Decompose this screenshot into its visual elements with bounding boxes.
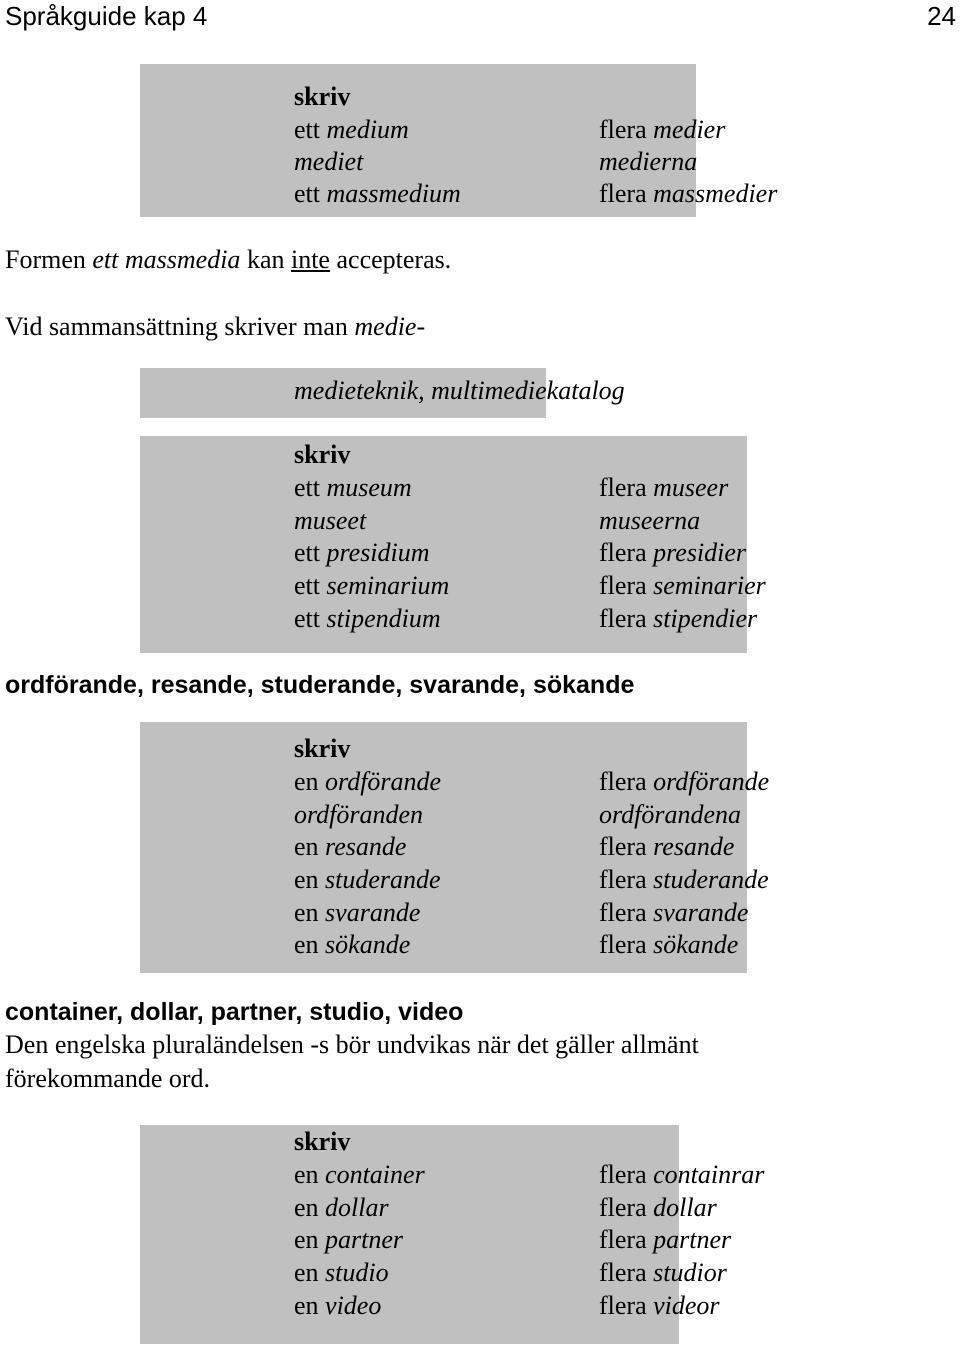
plural-form: flera studior bbox=[599, 1258, 727, 1287]
singular-form: en studio bbox=[294, 1258, 389, 1287]
singular-form: en ordförande bbox=[294, 767, 442, 796]
plural-form: flera studerande bbox=[599, 865, 769, 894]
paragraph-line-2: förekommande ord. bbox=[5, 1064, 211, 1093]
plural-form: flera medier bbox=[599, 115, 726, 144]
paragraph-line-1: Den engelska pluraländelsen -s bör undvikas när det gäller allmänt bbox=[5, 1030, 699, 1059]
box-lead-skriv: skriv bbox=[294, 82, 351, 111]
plural-form: flera sökande bbox=[599, 930, 739, 959]
plural-form: medierna bbox=[599, 147, 698, 176]
note-massmedia: Formen ett massmedia kan inte accepteras. bbox=[5, 245, 452, 274]
singular-form: ett seminarium bbox=[294, 571, 450, 600]
plural-form: flera resande bbox=[599, 832, 735, 861]
singular-form: en container bbox=[294, 1160, 425, 1189]
plural-form: ordförandena bbox=[599, 800, 742, 829]
plural-form: flera museer bbox=[599, 473, 729, 502]
plural-form: flera partner bbox=[599, 1225, 732, 1254]
plural-form: flera containrar bbox=[599, 1160, 765, 1189]
singular-form: ordföranden bbox=[294, 800, 424, 829]
plural-form: flera seminarier bbox=[599, 571, 766, 600]
singular-form: museet bbox=[294, 506, 367, 535]
section-heading-english-words: container, dollar, partner, studio, video bbox=[5, 998, 464, 1026]
singular-form: ett museum bbox=[294, 473, 412, 502]
singular-form: mediet bbox=[294, 147, 364, 176]
singular-form: ett presidium bbox=[294, 538, 430, 567]
singular-form: en dollar bbox=[294, 1193, 389, 1222]
plural-form: flera videor bbox=[599, 1291, 720, 1320]
singular-form: ett massmedium bbox=[294, 179, 461, 208]
singular-form: en svarande bbox=[294, 898, 421, 927]
singular-form: en sökande bbox=[294, 930, 411, 959]
plural-form: flera svarande bbox=[599, 898, 749, 927]
singular-form: en studerande bbox=[294, 865, 441, 894]
box-lead-skriv: skriv bbox=[294, 440, 351, 469]
singular-form: ett medium bbox=[294, 115, 409, 144]
note-compound: Vid sammansättning skriver man medie- bbox=[5, 312, 426, 341]
compound-examples: medieteknik, multimediekatalog bbox=[294, 376, 625, 405]
singular-form: en partner bbox=[294, 1225, 404, 1254]
section-heading-ande-words: ordförande, resande, studerande, svarande, sökande bbox=[5, 671, 635, 699]
example-box-medium bbox=[140, 64, 778, 217]
example-box-compounds bbox=[140, 368, 625, 418]
box-lead-skriv: skriv bbox=[294, 1127, 351, 1156]
page-number: 24 bbox=[927, 1, 956, 31]
plural-form: flera stipendier bbox=[599, 604, 758, 633]
example-box-museum bbox=[140, 436, 766, 653]
example-box-container bbox=[140, 1125, 765, 1344]
plural-form: museerna bbox=[599, 506, 701, 535]
singular-form: en resande bbox=[294, 832, 407, 861]
example-box-ordforande bbox=[140, 722, 770, 973]
plural-form: flera ordförande bbox=[599, 767, 770, 796]
plural-form: flera massmedier bbox=[599, 179, 778, 208]
plural-form: flera dollar bbox=[599, 1193, 717, 1222]
box-lead-skriv: skriv bbox=[294, 734, 351, 763]
singular-form: en video bbox=[294, 1291, 382, 1320]
plural-form: flera presidier bbox=[599, 538, 747, 567]
singular-form: ett stipendium bbox=[294, 604, 441, 633]
page-header-title: Språkguide kap 4 bbox=[5, 1, 208, 31]
